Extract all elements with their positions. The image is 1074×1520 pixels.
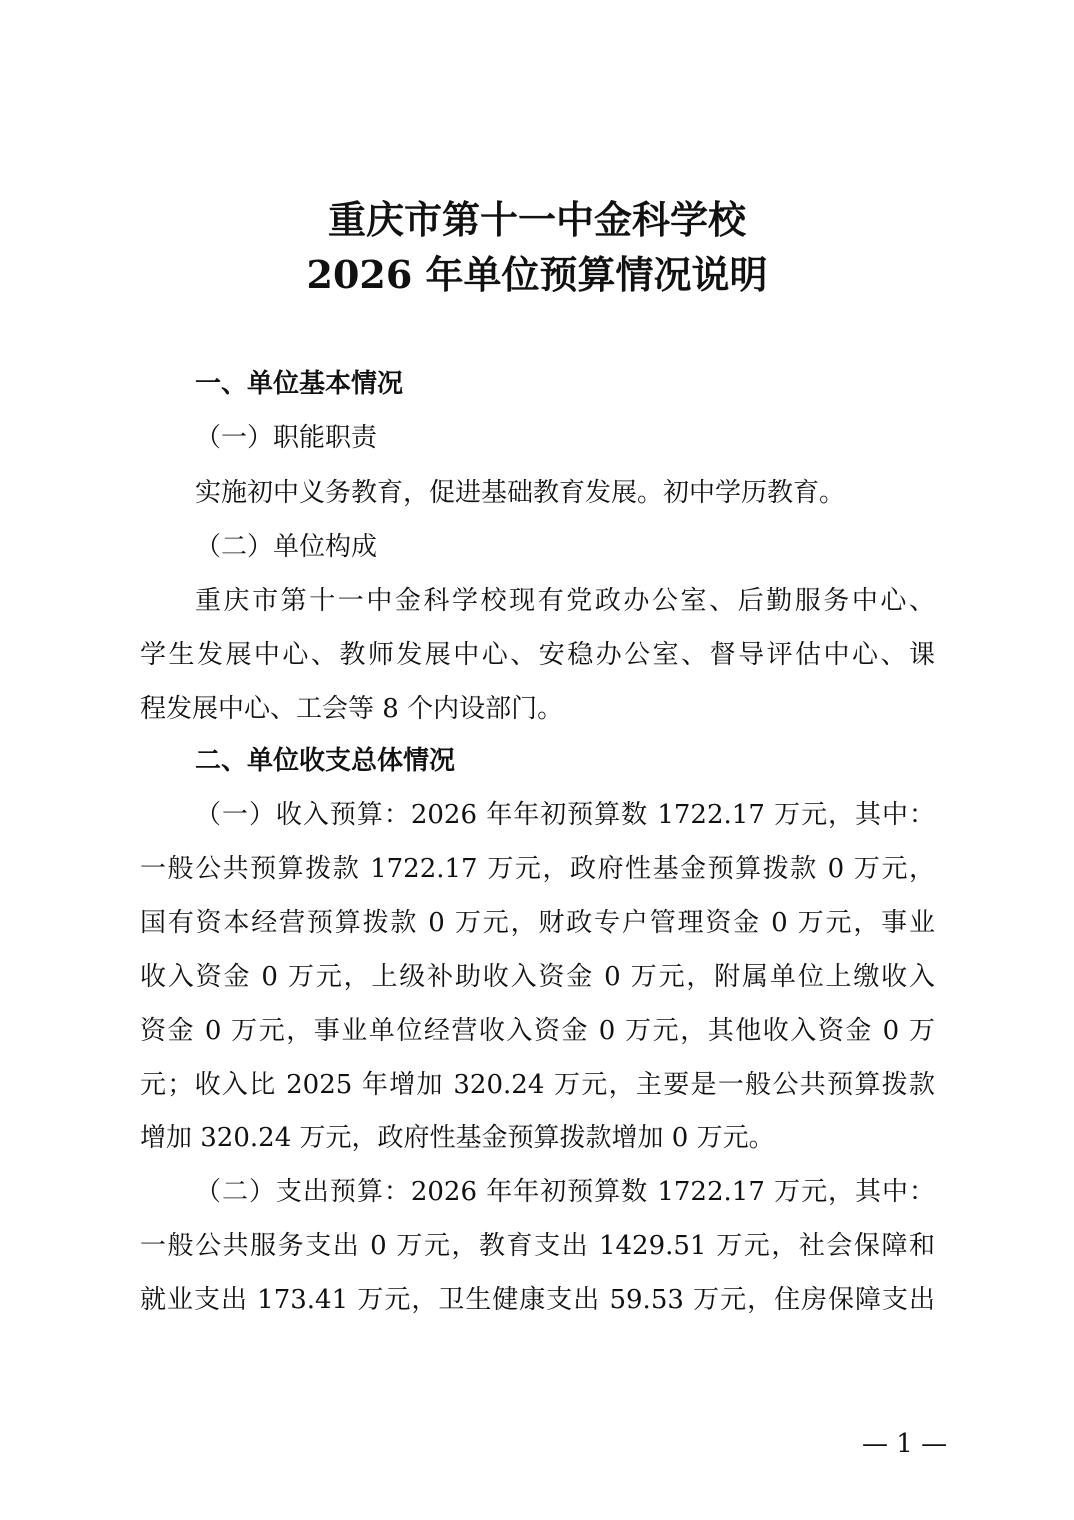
- paragraph-income-line: 元；收入比 2025 年增加 320.24 万元，主要是一般公共预算拨款: [140, 1070, 935, 1100]
- paragraph-expense-line: （二）支出预算：2026 年年初预算数 1722.17 万元，其中：: [195, 1177, 935, 1207]
- section-heading-budget-overview: 二、单位收支总体情况: [195, 746, 456, 776]
- paragraph-income-line: 收入资金 0 万元，上级补助收入资金 0 万元，附属单位上缴收入: [140, 962, 935, 992]
- paragraph-structure-line: 重庆市第十一中金科学校现有党政办公室、后勤服务中心、: [195, 586, 935, 616]
- subsection-heading-structure: （二）单位构成: [195, 532, 378, 562]
- document-title-line-1: 重庆市第十一中金科学校: [327, 197, 746, 242]
- paragraph-expense-line: 一般公共服务支出 0 万元，教育支出 1429.51 万元，社会保障和: [140, 1231, 935, 1261]
- paragraph-income-line: 国有资本经营预算拨款 0 万元，财政专户管理资金 0 万元，事业: [140, 908, 935, 938]
- paragraph-income-line: 增加 320.24 万元，政府性基金预算拨款增加 0 万元。: [140, 1123, 775, 1153]
- paragraph-duties: 实施初中义务教育，促进基础教育发展。初中学历教育。: [195, 478, 846, 508]
- paragraph-structure-line: 学生发展中心、教师发展中心、安稳办公室、督导评估中心、课: [140, 640, 935, 670]
- paragraph-structure-line: 程发展中心、工会等 8 个内设部门。: [140, 694, 564, 724]
- paragraph-income-line: 资金 0 万元，事业单位经营收入资金 0 万元，其他收入资金 0 万: [140, 1016, 935, 1046]
- document-title-line-2: 2026 年单位预算情况说明: [306, 252, 768, 297]
- paragraph-income-line: （一）收入预算：2026 年年初预算数 1722.17 万元，其中：: [195, 800, 935, 830]
- page-number: — 1 —: [862, 1429, 948, 1459]
- paragraph-expense-line: 就业支出 173.41 万元，卫生健康支出 59.53 万元，住房保障支出: [140, 1285, 935, 1315]
- paragraph-income-line: 一般公共预算拨款 1722.17 万元，政府性基金预算拨款 0 万元，: [140, 854, 935, 884]
- section-heading-basic-info: 一、单位基本情况: [195, 369, 404, 399]
- subsection-heading-duties: （一）职能职责: [195, 423, 378, 453]
